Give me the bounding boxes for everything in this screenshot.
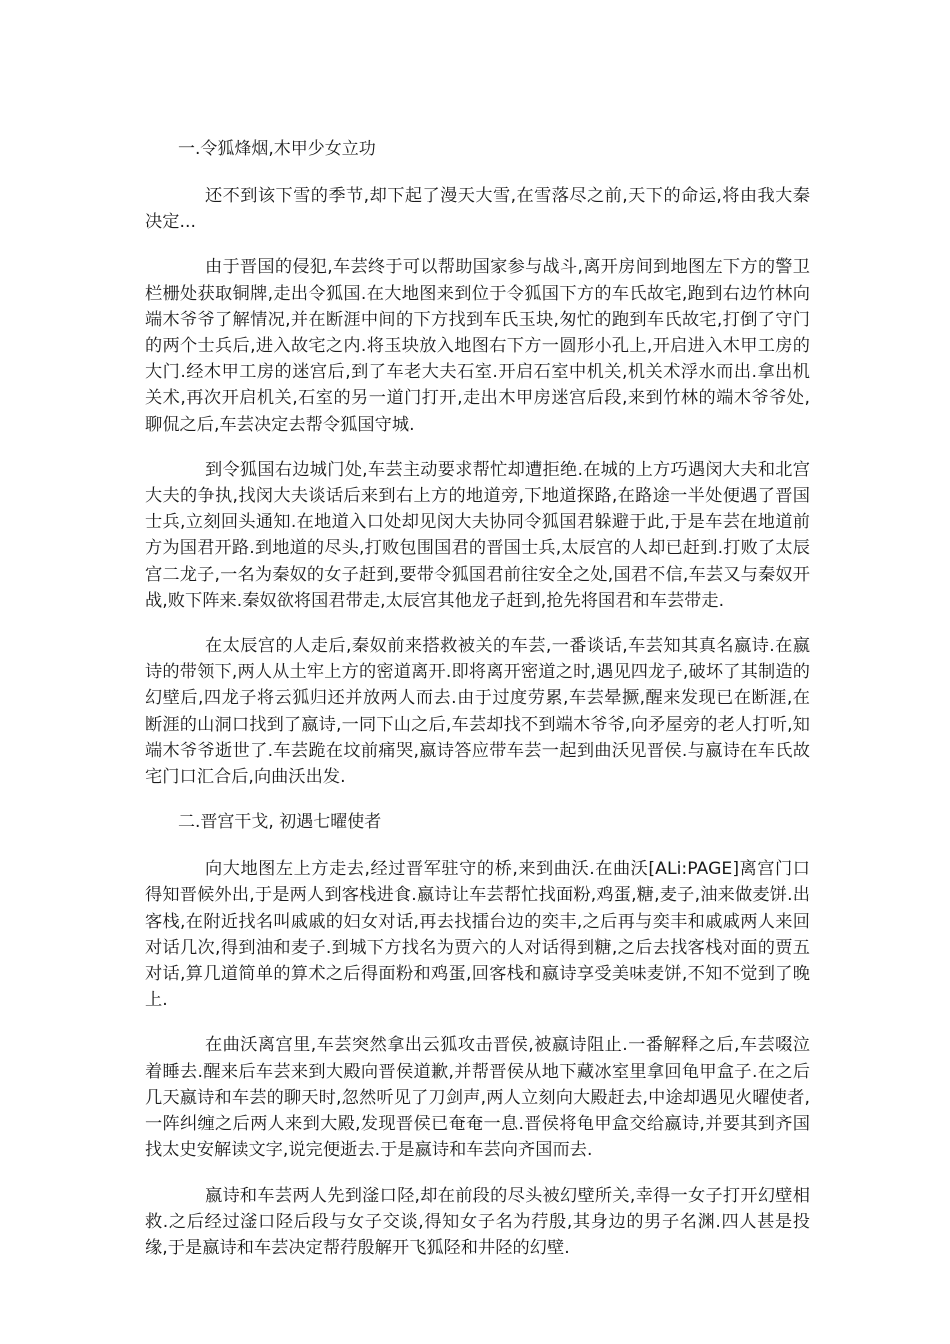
paragraph: 由于晋国的侵犯,车芸终于可以帮助国家参与战斗,离开房间到地图左下方的警卫栏栅处获取铜牌,走出令狐国.在大地图来到位于令狐国下方的车氏故宅,跑到右边竹林向端木爷爷了解情况,并在断涯中间的下方找到车氏玉块,匆忙的跑到车氏故宅,打倒了守门的两个士兵后,进入故宅之内.将玉块放入地图右下方一圆形小孔上,开启进入木甲工房的大门.经木甲工房的迷宫后,到了车老大夫石室.开启石室中机关,机关术浮水而出.拿出机关术,再次开启机关,石室的另一道门打开,走出木甲房迷宫后段,来到竹林的端木爷爷处,聊侃之后,车芸决定去帮令狐国守城.: [145, 257, 810, 435]
paragraph: 到令狐国右边城门处,车芸主动要求帮忙却遭拒绝.在城的上方巧遇闵大夫和北宫大夫的争执,找闵大夫谈话后来到右上方的地道旁,下地道探路,在路途一半处便遇了晋国士兵,立刻回头通知.在地道入口处却见闵大夫协同令狐国君躲避于此,于是车芸在地道前方为国君开路.到地道的尽头,打败包围国君的晋国士兵,太辰宫的人却已赶到.打败了太辰宫二龙子,一名为秦奴的女子赶到,要带令狐国君前往安全之处,国君不信,车芸又与秦奴开战,败下阵来.秦奴欲将国君带走,太辰宫其他龙子赶到,抢先将国君和车芸带走.: [145, 459, 810, 611]
paragraph: 向大地图左上方走去,经过晋军驻守的桥,来到曲沃.在曲沃[ALi:PAGE]离宫门口得知晋候外出,于是两人到客栈进食.嬴诗让车芸帮忙找面粉,鸡蛋,糖,麦子,油来做麦饼.出客栈,在附近找名叫戚戚的妇女对话,再去找擂台边的奕丰,之后再与奕丰和戚戚两人来回对话几次,得到油和麦子.到城下方找名为贾六的人对话得到糖,之后去找客栈对面的贾五对话,算几道简单的算术之后得面粉和鸡蛋,回客栈和嬴诗享受美味麦饼,不知不觉到了晚上.: [145, 859, 810, 1011]
section-1: [145, 136, 810, 790]
paragraph: 在曲沃离宫里,车芸突然拿出云狐攻击晋侯,被嬴诗阻止.一番解释之后,车芸啜泣着睡去.醒来后车芸来到大殿向晋侯道歉,并帮晋侯从地下藏冰室里拿回龟甲盒子.在之后几天嬴诗和车芸的聊天时,忽然听见了刀剑声,两人立刻向大殿赶去,中途却遇见火曜使者,一阵纠缠之后两人来到大殿,发现晋侯已奄奄一息.晋侯将龟甲盒交给嬴诗,并要其到齐国找太史安解读文字,说完便逝去.于是嬴诗和车芸向齐国而去.: [145, 1035, 810, 1161]
paragraph: 嬴诗和车芸两人先到滏口陉,却在前段的尽头被幻壁所关,幸得一女子打开幻壁相救.之后经过滏口陉后段与女子交谈,得知女子名为荇殷,其身边的男子名渊.四人甚是投缘,于是嬴诗和车芸决定帮荇殷解开飞狐陉和井陉的幻壁.: [145, 1185, 810, 1258]
document-body: [145, 136, 810, 1280]
section-heading: 一.令狐烽烟,木甲少女立功: [178, 139, 376, 159]
paragraph: 还不到该下雪的季节,却下起了漫天大雪,在雪落尽之前,天下的命运,将由我大秦决定...: [145, 186, 810, 233]
section-2: [145, 809, 810, 1261]
section-heading: 二.晋宫干戈, 初遇七曜使者: [178, 812, 382, 833]
paragraph: 在太辰宫的人走后,秦奴前来搭救被关的车芸,一番谈话,车芸知其真名嬴诗.在嬴诗的带领下,两人从土牢上方的密道离开.即将离开密道之时,遇见四龙子,破坏了其制造的幻壁后,四龙子将云狐归还并放两人而去.由于过度劳累,车芸晕撅,醒来发现已在断涯,在断涯的山洞口找到了嬴诗,一同下山之后,车芸却找不到端木爷爷,向矛屋旁的老人打听,知端木爷爷逝世了.车芸跪在坟前痛哭,嬴诗答应带车芸一起到曲沃见晋侯.与嬴诗在车氏故宅门口汇合后,向曲沃出发.: [145, 636, 810, 788]
